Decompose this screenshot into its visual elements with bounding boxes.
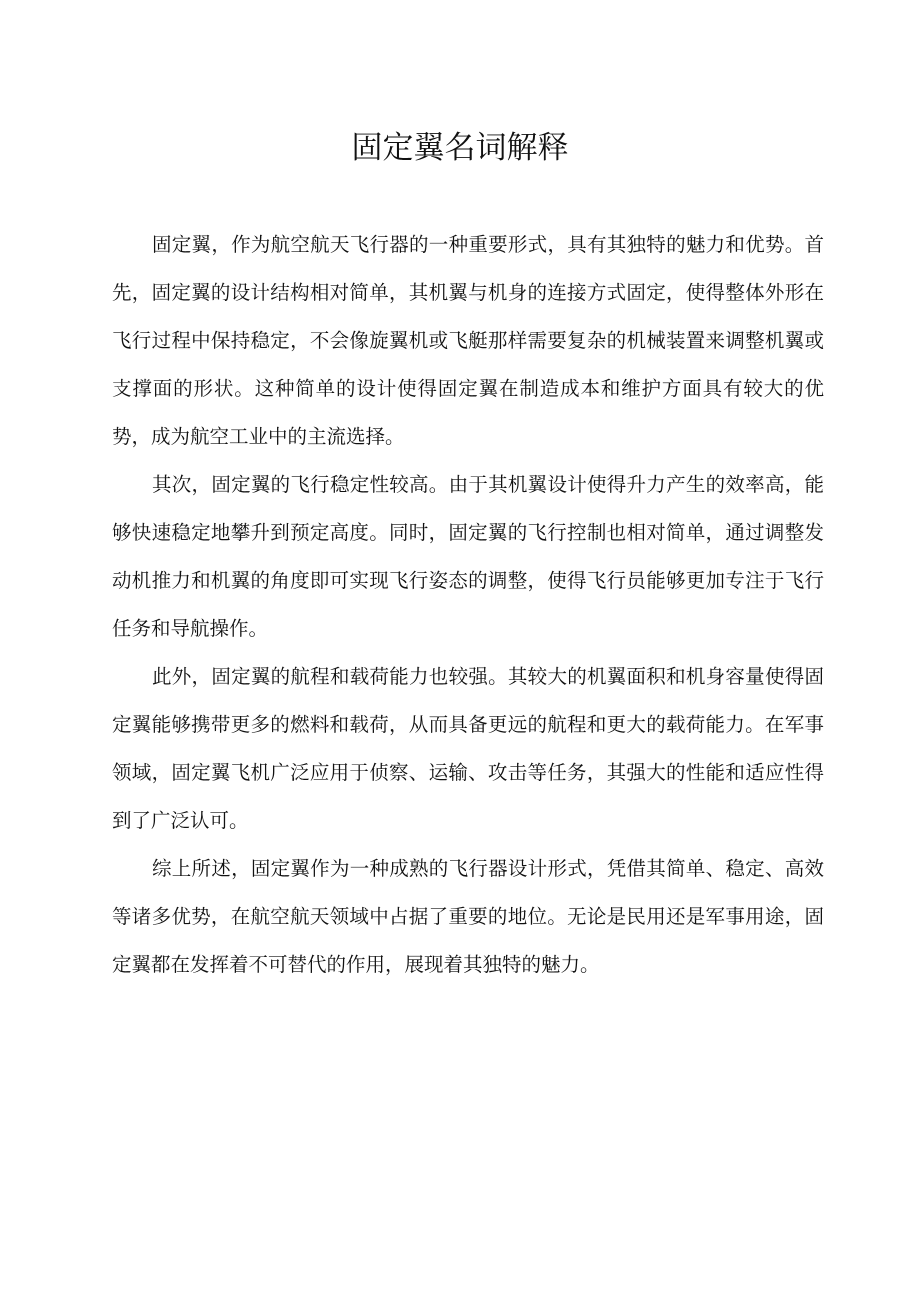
paragraph-4: 综上所述，固定翼作为一种成熟的飞行器设计形式，凭借其简单、稳定、高效等诸多优势，在航空航天领域中占据了重要的地位。无论是民用还是军事用途，固定翼都在发挥着不可替代的作用，展现着其独特的魅力。 bbox=[112, 857, 824, 976]
paragraph-3: 此外，固定翼的航程和载荷能力也较强。其较大的机翼面积和机身容量使得固定翼能够携带更多的燃料和载荷，从而具备更远的航程和更大的载荷能力。在军事领域，固定翼飞机广泛应用于侦察、运输、攻击等任务，其强大的性能和适应性得到了广泛认可。 bbox=[112, 665, 824, 832]
paragraph-1: 固定翼，作为航空航天飞行器的一种重要形式，具有其独特的魅力和优势。首先，固定翼的设计结构相对简单，其机翼与机身的连接方式固定，使得整体外形在飞行过程中保持稳定，不会像旋翼机或飞艇那样需要复杂的机械装置来调整机翼或支撑面的形状。这种简单的设计使得固定翼在制造成本和维护方面具有较大的优势，成为航空工业中的主流选择。 bbox=[112, 233, 824, 448]
document-title: 固定翼名词解释 bbox=[351, 130, 569, 166]
paragraph-2: 其次，固定翼的飞行稳定性较高。由于其机翼设计使得升力产生的效率高，能够快速稳定地攀升到预定高度。同时，固定翼的飞行控制也相对简单，通过调整发动机推力和机翼的角度即可实现飞行姿态的调整，使得飞行员能够更加专注于飞行任务和导航操作。 bbox=[112, 473, 824, 640]
document-body bbox=[112, 221, 824, 989]
